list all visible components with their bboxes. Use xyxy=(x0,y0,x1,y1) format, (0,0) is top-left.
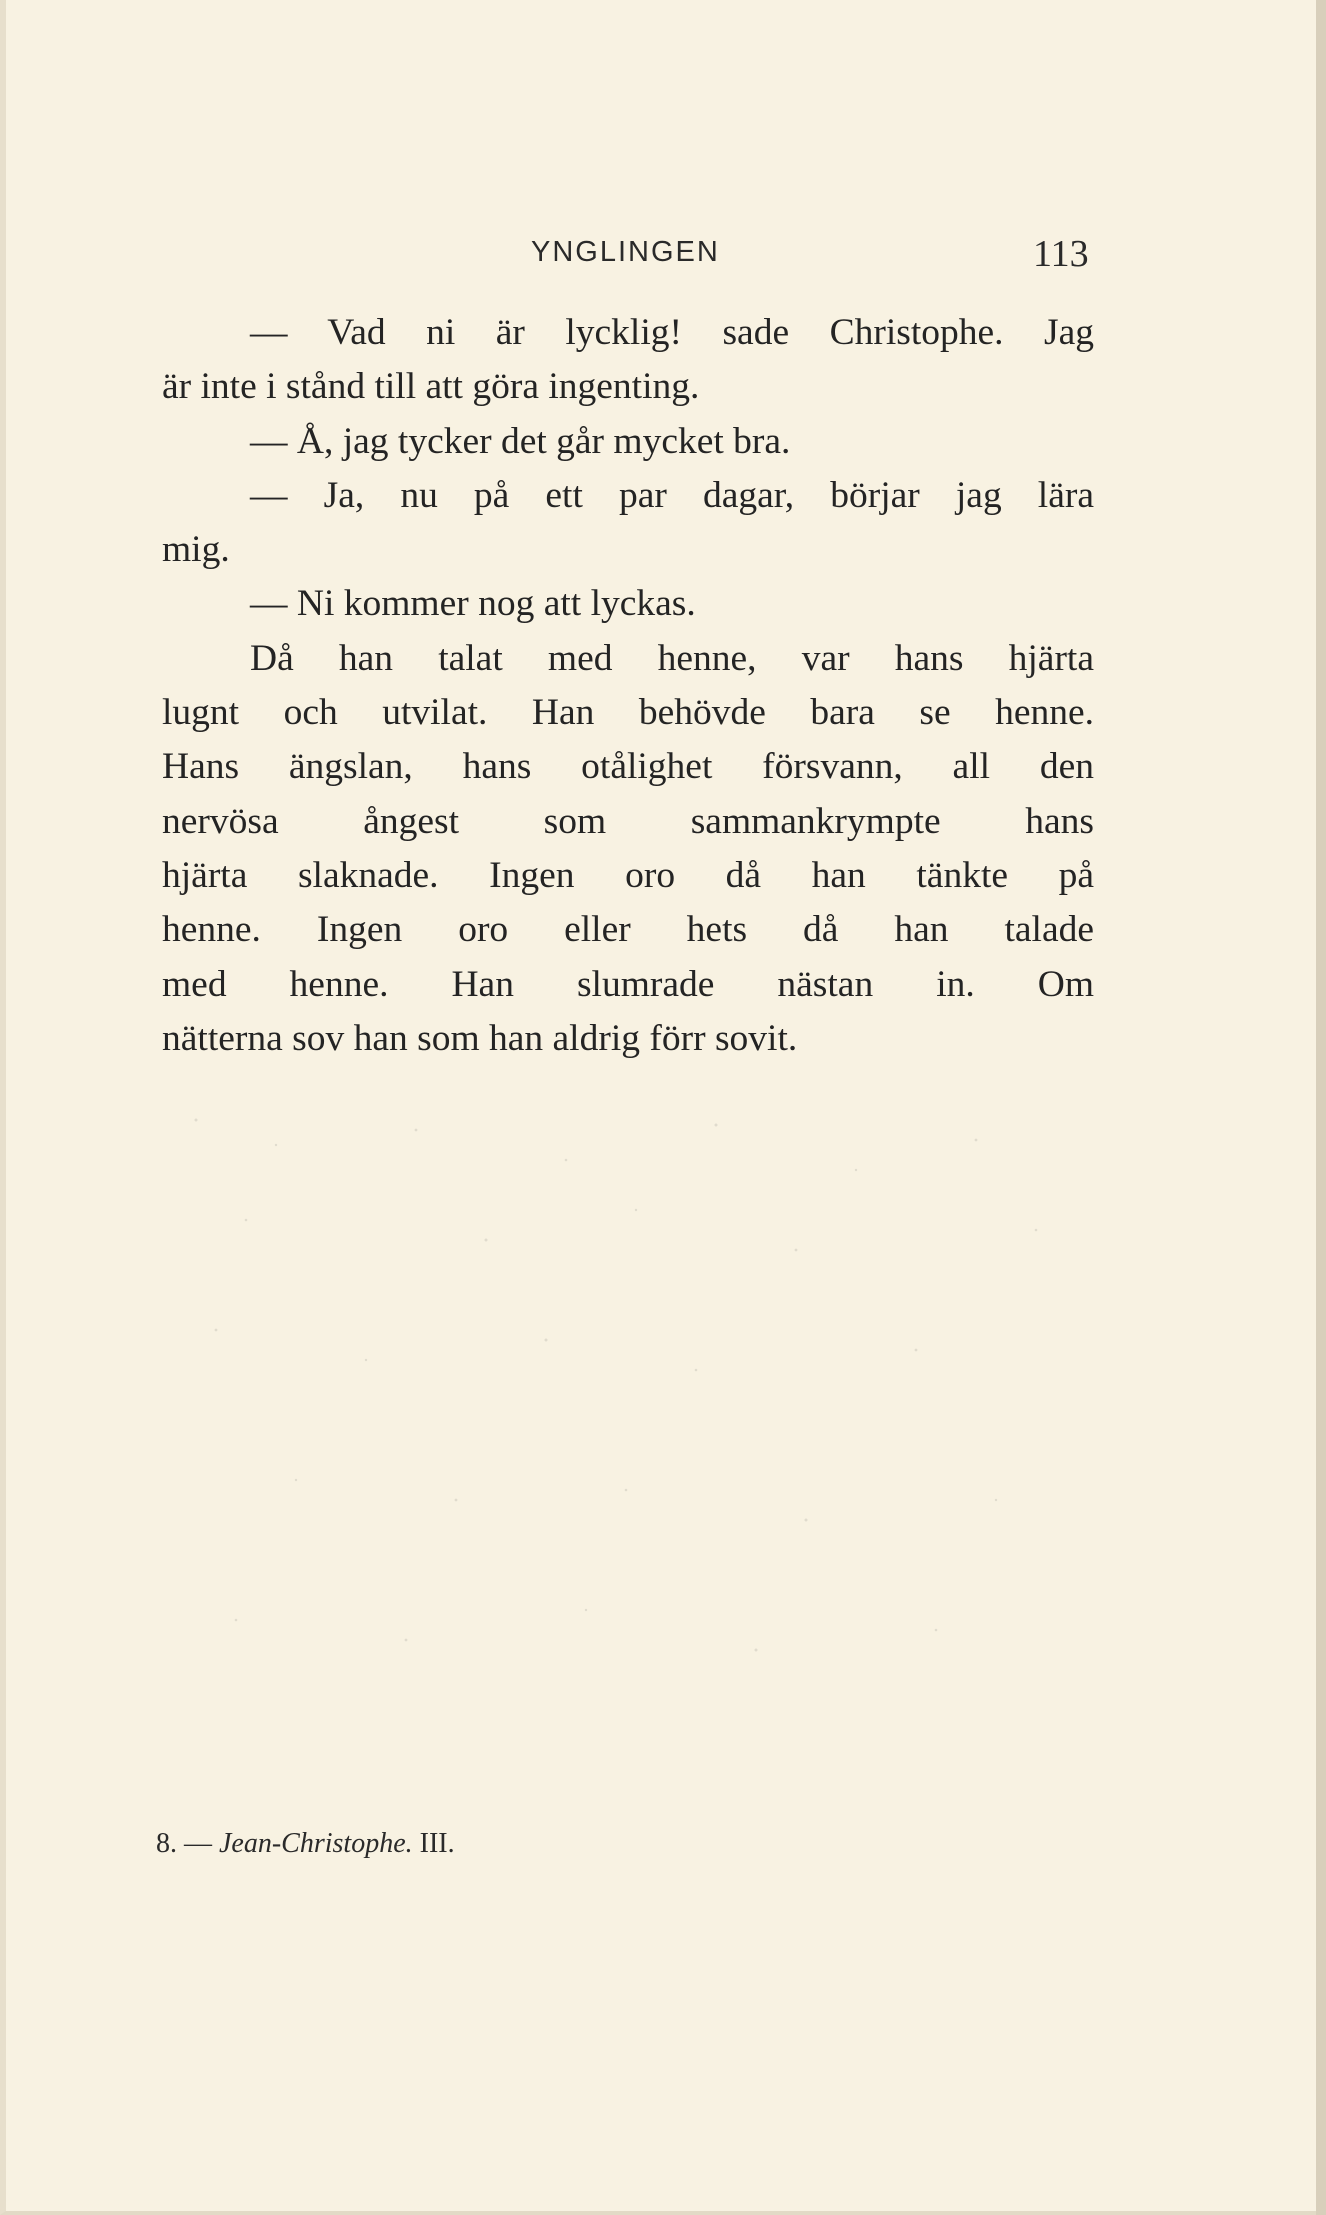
text-line: med henne. Han slumrade nästan in. Om xyxy=(162,963,1094,1005)
text-line: — Å, jag tycker det går mycket bra. xyxy=(250,420,791,462)
text-line: — Ni kommer nog att lyckas. xyxy=(250,583,696,625)
text-line: — Ja, nu på ett par dagar, börjar jag lära xyxy=(250,474,1094,516)
text-line: hjärta slaknade. Ingen oro då han tänkte på xyxy=(162,854,1094,896)
text-line: Då han talat med henne, var hans hjärta xyxy=(250,637,1094,679)
text-line: nätterna sov han som han aldrig förr sovit. xyxy=(162,1017,798,1059)
bleed-dots xyxy=(156,1100,1106,1800)
footer-signature: 8. — xyxy=(156,1828,212,1859)
text-line: lugnt och utvilat. Han behövde bara se henne. xyxy=(162,692,1094,734)
text-line: nervösa ångest som sammankrympte hans xyxy=(162,800,1094,842)
show-through-texture xyxy=(156,1100,1106,1800)
text-line: — Vad ni är lycklig! sade Christophe. Jag xyxy=(250,312,1094,353)
running-head xyxy=(6,233,1326,276)
running-title: YNGLINGEN xyxy=(531,236,720,268)
text-line: är inte i stånd till att göra ingenting. xyxy=(162,366,700,408)
text-line: henne. Ingen oro eller hets då han talade xyxy=(162,909,1094,951)
page-footer xyxy=(156,1828,455,1860)
footer-book-title: Jean-Christophe. xyxy=(219,1828,413,1859)
body-text xyxy=(162,306,1094,1066)
text-line: Hans ängslan, hans otålighet försvann, all den xyxy=(162,746,1094,788)
text-line: mig. xyxy=(162,529,230,571)
footer-volume: III. xyxy=(419,1828,455,1859)
page-number: 113 xyxy=(1033,233,1089,275)
